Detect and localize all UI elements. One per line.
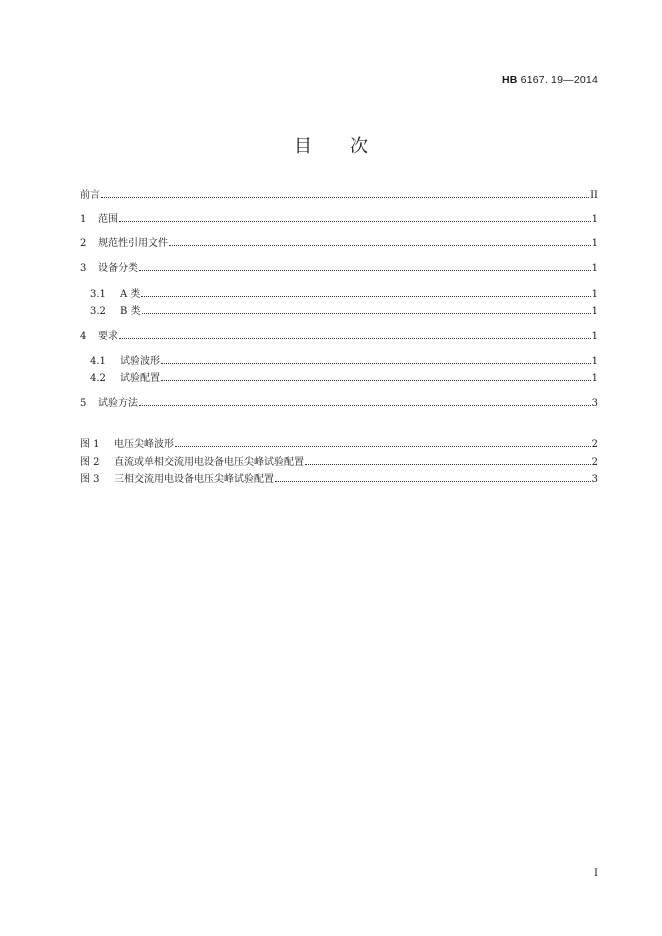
toc-entry-test-waveform[interactable] <box>90 352 598 366</box>
document-code-prefix: HB <box>501 74 518 86</box>
toc-entry-number: 3.2 <box>90 306 106 317</box>
toc-leader-dots <box>119 214 591 222</box>
toc-entry-page: 1 <box>591 356 598 367</box>
toc-entry-page: 2 <box>591 439 598 450</box>
toc-entry-test-method[interactable] <box>80 394 598 408</box>
toc-entry-label: 设备分类 <box>98 263 138 274</box>
toc-entry-label: 试验波形 <box>120 356 160 367</box>
toc-entry-number: 图 2 <box>80 457 100 468</box>
toc-entry-page: II <box>590 190 598 201</box>
toc-entry-figure-2[interactable] <box>80 453 598 467</box>
toc-entry-classification[interactable] <box>80 259 598 273</box>
toc-entry-label: 范围 <box>98 214 118 225</box>
toc-entry-number: 4.1 <box>90 356 106 367</box>
toc-entry-number: 图 1 <box>80 439 100 450</box>
toc-entry-page: 1 <box>591 306 598 317</box>
page-title: 目次 <box>294 136 406 157</box>
toc-leader-dots <box>161 373 591 381</box>
toc-entry-number: 1 <box>80 214 87 225</box>
toc-entry-number: 3 <box>80 263 87 274</box>
toc-entry-label: 直流或单相交流用电设备电压尖峰试验配置 <box>114 457 304 468</box>
toc-entry-label: 规范性引用文件 <box>98 238 168 249</box>
toc-leader-dots <box>142 306 591 314</box>
toc-entry-figure-3[interactable] <box>80 470 598 484</box>
toc-entry-figure-1[interactable] <box>80 435 598 449</box>
toc-leader-dots <box>101 190 589 198</box>
toc-entry-page: 1 <box>591 331 598 342</box>
toc-entry-label: 电压尖峰波形 <box>114 439 174 450</box>
toc-entry-page: 3 <box>591 474 598 485</box>
toc-entry-page: 1 <box>591 238 598 249</box>
toc-leader-dots <box>305 457 591 465</box>
toc-leader-dots <box>161 356 591 364</box>
toc-entry-label: B 类 <box>120 306 141 317</box>
toc-entry-foreword[interactable] <box>80 186 598 200</box>
toc-entry-label: A 类 <box>120 289 141 300</box>
toc-entry-page: 3 <box>591 398 598 409</box>
toc-leader-dots <box>169 238 591 246</box>
toc-leader-dots <box>139 263 591 271</box>
toc-entry-number: 图 3 <box>80 474 100 485</box>
toc-leader-dots <box>141 289 590 297</box>
toc-entry-page: 1 <box>591 373 598 384</box>
toc-entry-number: 5 <box>80 398 87 409</box>
toc-entry-page: 1 <box>591 289 598 300</box>
toc-entry-page: 2 <box>591 457 598 468</box>
toc-entry-number: 4.2 <box>90 373 106 384</box>
toc-leader-dots <box>119 331 591 339</box>
toc-entry-label: 试验方法 <box>98 398 138 409</box>
document-code-number: 6167. 19—2014 <box>517 74 598 86</box>
toc-entry-label: 试验配置 <box>120 373 160 384</box>
toc-entry-number: 2 <box>80 238 87 249</box>
toc-entry-label: 三相交流用电设备电压尖峰试验配置 <box>114 474 274 485</box>
toc-entry-class-a[interactable] <box>90 285 598 299</box>
page-number: I <box>594 868 598 879</box>
toc-leader-dots <box>175 439 591 447</box>
document-code <box>502 74 598 86</box>
toc-leader-dots <box>139 398 591 406</box>
toc-entry-page: 1 <box>591 214 598 225</box>
toc-leader-dots <box>275 474 591 482</box>
toc-entry-label: 要求 <box>98 331 118 342</box>
toc-entry-number: 4 <box>80 331 87 342</box>
toc-entry-class-b[interactable] <box>90 302 598 316</box>
toc-entry-scope[interactable] <box>80 210 598 224</box>
toc-entry-label: 前言 <box>80 190 100 201</box>
toc-entry-requirements[interactable] <box>80 327 598 341</box>
toc-entry-references[interactable] <box>80 234 598 248</box>
toc-entry-test-configuration[interactable] <box>90 369 598 383</box>
toc-entry-number: 3.1 <box>90 289 106 300</box>
toc-entry-page: 1 <box>591 263 598 274</box>
